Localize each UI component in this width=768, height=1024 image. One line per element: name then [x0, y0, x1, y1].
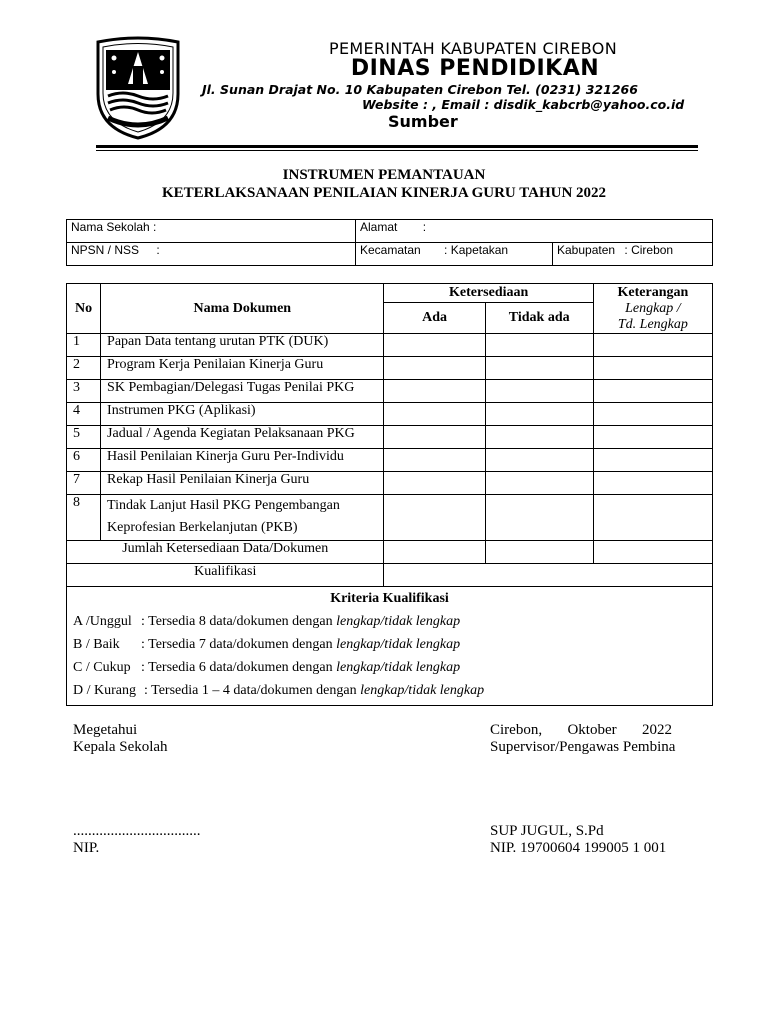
row-yes-cell[interactable] — [384, 472, 485, 495]
row-number: 1 — [67, 334, 101, 357]
row-note-cell[interactable] — [593, 472, 712, 495]
row-no-cell[interactable] — [485, 357, 593, 380]
total-yes-cell[interactable] — [384, 541, 485, 564]
school-address-label: Alamat — [360, 220, 398, 234]
row-document-name: Jadual / Agenda Kegiatan Pelaksanaan PKG — [101, 426, 384, 449]
school-address-sep: : — [422, 220, 427, 234]
document-checklist-table — [66, 283, 713, 706]
agency-address: Jl. Sunan Drajat No. 10 Kabupaten Cirebon Tel. (0231) 321266 — [202, 82, 638, 97]
col-header-no: No — [67, 284, 101, 334]
row-document-name: Papan Data tentang urutan PTK (DUK) — [101, 334, 384, 357]
col-header-yes: Ada — [384, 303, 485, 334]
signature-left-name: .................................. — [73, 823, 201, 839]
signature-left-line1: Megetahui — [73, 722, 138, 738]
signature-right-nip: NIP. 19700604 199005 1 001 — [490, 840, 667, 856]
row-no-cell[interactable] — [485, 426, 593, 449]
district-label: Kecamatan — [360, 243, 421, 257]
row-number: 3 — [67, 380, 101, 403]
signature-month: Oktober — [567, 722, 617, 738]
total-label: Jumlah Ketersediaan Data/Dokumen — [67, 541, 384, 564]
row-note-cell[interactable] — [593, 380, 712, 403]
row-yes-cell[interactable] — [384, 426, 485, 449]
criteria-grade: C / Cukup — [73, 660, 131, 675]
row-no-cell[interactable] — [485, 449, 593, 472]
signature-left-nip: NIP. — [73, 840, 100, 856]
signature-date-line — [490, 722, 684, 739]
criteria-text: : Tersedia 6 data/dokumen dengan — [141, 660, 337, 675]
school-info-table — [66, 219, 713, 266]
criteria-grade: A /Unggul — [73, 614, 132, 629]
row-no-cell[interactable] — [485, 472, 593, 495]
signature-place: Cirebon, — [490, 722, 543, 738]
row-number: 2 — [67, 357, 101, 380]
school-name-cell — [67, 220, 356, 243]
col-header-note — [593, 284, 712, 334]
row-document-name: Program Kerja Penilaian Kinerja Guru — [101, 357, 384, 380]
criteria-cell — [67, 587, 713, 706]
npsn-sep: : — [156, 243, 160, 257]
col-header-document: Nama Dokumen — [101, 284, 384, 334]
col-header-no-avail: Tidak ada — [485, 303, 593, 334]
row-note-cell[interactable] — [593, 426, 712, 449]
signature-right-block — [490, 722, 684, 756]
criteria-text: : Tersedia 7 data/dokumen dengan — [141, 637, 337, 652]
criteria-italic: lengkap/tidak lengkap — [336, 614, 461, 629]
row-yes-cell[interactable] — [384, 403, 485, 426]
row-yes-cell[interactable] — [384, 380, 485, 403]
row-note-cell[interactable] — [593, 449, 712, 472]
criteria-italic: lengkap/tidak lengkap — [336, 637, 461, 652]
regency-cell — [553, 243, 713, 266]
col-header-availability: Ketersediaan — [384, 284, 593, 303]
criteria-italic: lengkap/tidak lengkap — [360, 683, 485, 698]
agency-contact: Website : , Email : disdik_kabcrb@yahoo.co.id — [362, 97, 685, 112]
row-document-name: Rekap Hasil Penilaian Kinerja Guru — [101, 472, 384, 495]
row-number: 4 — [67, 403, 101, 426]
row-document-name — [101, 495, 384, 541]
col-header-note-title: Keterangan — [617, 285, 689, 300]
row-number: 6 — [67, 449, 101, 472]
npsn-label: NPSN / NSS — [71, 243, 140, 257]
row-document-name-line1: Tindak Lanjut Hasil PKG Pengembangan — [107, 498, 340, 513]
agency-city: Sumber — [388, 112, 458, 131]
document-title-line1: INSTRUMEN PEMANTAUAN — [282, 167, 486, 183]
letterhead-rule-thin — [96, 150, 698, 151]
row-document-name: Instrumen PKG (Aplikasi) — [101, 403, 384, 426]
row-note-cell[interactable] — [593, 403, 712, 426]
row-document-name-line2: Keprofesian Berkelanjutan (PKB) — [107, 520, 298, 535]
row-no-cell[interactable] — [485, 403, 593, 426]
criteria-row — [73, 610, 706, 633]
criteria-text: : Tersedia 1 – 4 data/dokumen dengan — [144, 683, 361, 698]
school-address-cell — [356, 220, 713, 243]
regency-label: Kabupaten — [557, 243, 616, 257]
row-no-cell[interactable] — [485, 334, 593, 357]
npsn-cell — [67, 243, 356, 266]
row-yes-cell[interactable] — [384, 334, 485, 357]
col-header-note-sub2: Td. Lengkap — [617, 317, 688, 332]
signature-year: 2022 — [641, 722, 672, 738]
criteria-italic: lengkap/tidak lengkap — [336, 660, 461, 675]
signature-left-name-block — [73, 823, 201, 857]
criteria-grade: B / Baik — [73, 637, 120, 652]
total-note-cell[interactable] — [593, 541, 712, 564]
row-no-cell[interactable] — [485, 380, 593, 403]
col-header-note-sub1: Lengkap / — [625, 301, 681, 316]
total-no-cell[interactable] — [485, 541, 593, 564]
row-yes-cell[interactable] — [384, 495, 485, 541]
row-note-cell[interactable] — [593, 357, 712, 380]
district-cell — [356, 243, 553, 266]
qualification-label: Kualifikasi — [67, 564, 384, 587]
agency-name: DINAS PENDIDIKAN — [350, 56, 600, 81]
regency-seal-icon — [92, 36, 184, 140]
qualification-value-cell[interactable] — [384, 564, 713, 587]
row-document-name: SK Pembagian/Delegasi Tugas Penilai PKG — [101, 380, 384, 403]
row-note-cell[interactable] — [593, 495, 712, 541]
row-number: 5 — [67, 426, 101, 449]
row-document-name: Hasil Penilaian Kinerja Guru Per-Individu — [101, 449, 384, 472]
signature-right-name-block — [490, 823, 666, 857]
row-yes-cell[interactable] — [384, 449, 485, 472]
criteria-title: Kriteria Kualifikasi — [330, 591, 449, 606]
signature-right-name: SUP JUGUL, S.Pd — [490, 823, 604, 839]
regency-value: : Cirebon — [624, 243, 674, 257]
signature-left-block — [73, 722, 168, 756]
criteria-row — [73, 656, 706, 679]
government-name: PEMERINTAH KABUPATEN CIREBON — [329, 39, 617, 58]
signature-right-line2: Supervisor/Pengawas Pembina — [490, 739, 676, 755]
row-yes-cell[interactable] — [384, 357, 485, 380]
criteria-row — [73, 633, 706, 656]
district-value: : Kapetakan — [444, 243, 509, 257]
row-number: 7 — [67, 472, 101, 495]
criteria-row — [73, 679, 706, 702]
criteria-grade: D / Kurang — [73, 683, 136, 698]
signature-left-line2: Kepala Sekolah — [73, 739, 168, 755]
row-note-cell[interactable] — [593, 334, 712, 357]
school-name-label: Nama Sekolah : — [71, 220, 157, 234]
letterhead-rule-thick — [96, 145, 698, 148]
document-title-line2: KETERLAKSANAAN PENILAIAN KINERJA GURU TAHUN 2022 — [161, 185, 607, 201]
row-number: 8 — [67, 495, 101, 541]
row-no-cell[interactable] — [485, 495, 593, 541]
criteria-text: : Tersedia 8 data/dokumen dengan — [141, 614, 337, 629]
